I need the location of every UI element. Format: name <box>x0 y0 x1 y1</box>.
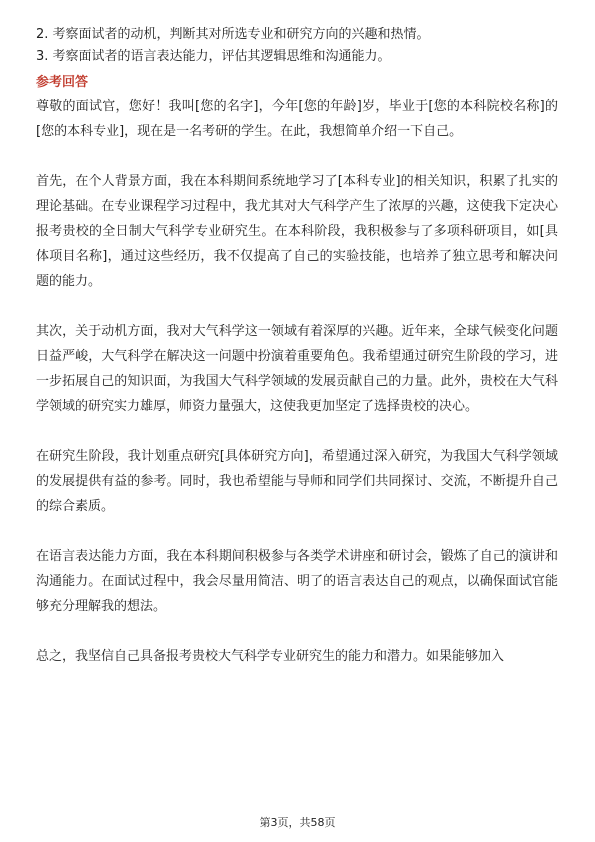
answer-paragraph-conclusion: 总之，我坚信自己具备报考贵校大气科学专业研究生的能力和潜力。如果能够加入 <box>36 649 505 664</box>
answer-paragraph-motivation: 其次，关于动机方面，我对大气科学这一领域有着深厚的兴趣。近年来，全球气候变化问题日益严峻，大气科学在解决这一问题中扮演着重要角色。我希望通过研究生阶段的学习，进一步拓展自己的知识面，为我国大气科学领域的发展贡献自己的力量。此外，贵校在大气科学领域的研究实力雄厚，师资力量强大，这使我更加坚定了选择贵校的决心。 <box>36 324 558 414</box>
page-content <box>36 24 558 694</box>
goal-item-2: 2. 考察面试者的动机，判断其对所选专业和研究方向的兴趣和热情。 <box>36 27 430 42</box>
answer-heading: 参考回答 <box>36 75 89 90</box>
answer-paragraph-background: 首先，在个人背景方面，我在本科期间系统地学习了[本科专业]的相关知识，积累了扎实的理论基础。在专业课程学习过程中，我尤其对大气科学产生了浓厚的兴趣，这使我下定决心报考贵校的全日制大气科学专业研究生。在本科阶段，我积极参与了多项科研项目，如[具体项目名称]，通过这些经历，我不仅提高了自己的实验技能，也培养了独立思考和解决问题的能力。 <box>36 174 558 289</box>
answer-paragraph-research-plan: 在研究生阶段，我计划重点研究[具体研究方向]，希望通过深入研究，为我国大气科学领域的发展提供有益的参考。同时，我也希望能与导师和同学们共同探讨、交流，不断提升自己的综合素质。 <box>36 449 558 514</box>
page-number-footer: 第3页，共58页 <box>259 816 336 829</box>
goal-item-3: 3. 考察面试者的语言表达能力，评估其逻辑思维和沟通能力。 <box>36 49 391 64</box>
answer-paragraph-communication: 在语言表达能力方面，我在本科期间积极参与各类学术讲座和研讨会，锻炼了自己的演讲和沟通能力。在面试过程中，我会尽量用简洁、明了的语言表达自己的观点，以确保面试官能够充分理解我的想法。 <box>36 549 558 614</box>
answer-paragraph-intro: 尊敬的面试官，您好！我叫[您的名字]，今年[您的年龄]岁，毕业于[您的本科院校名称]的[您的本科专业]，现在是一名考研的学生。在此，我想简单介绍一下自己。 <box>36 99 558 139</box>
